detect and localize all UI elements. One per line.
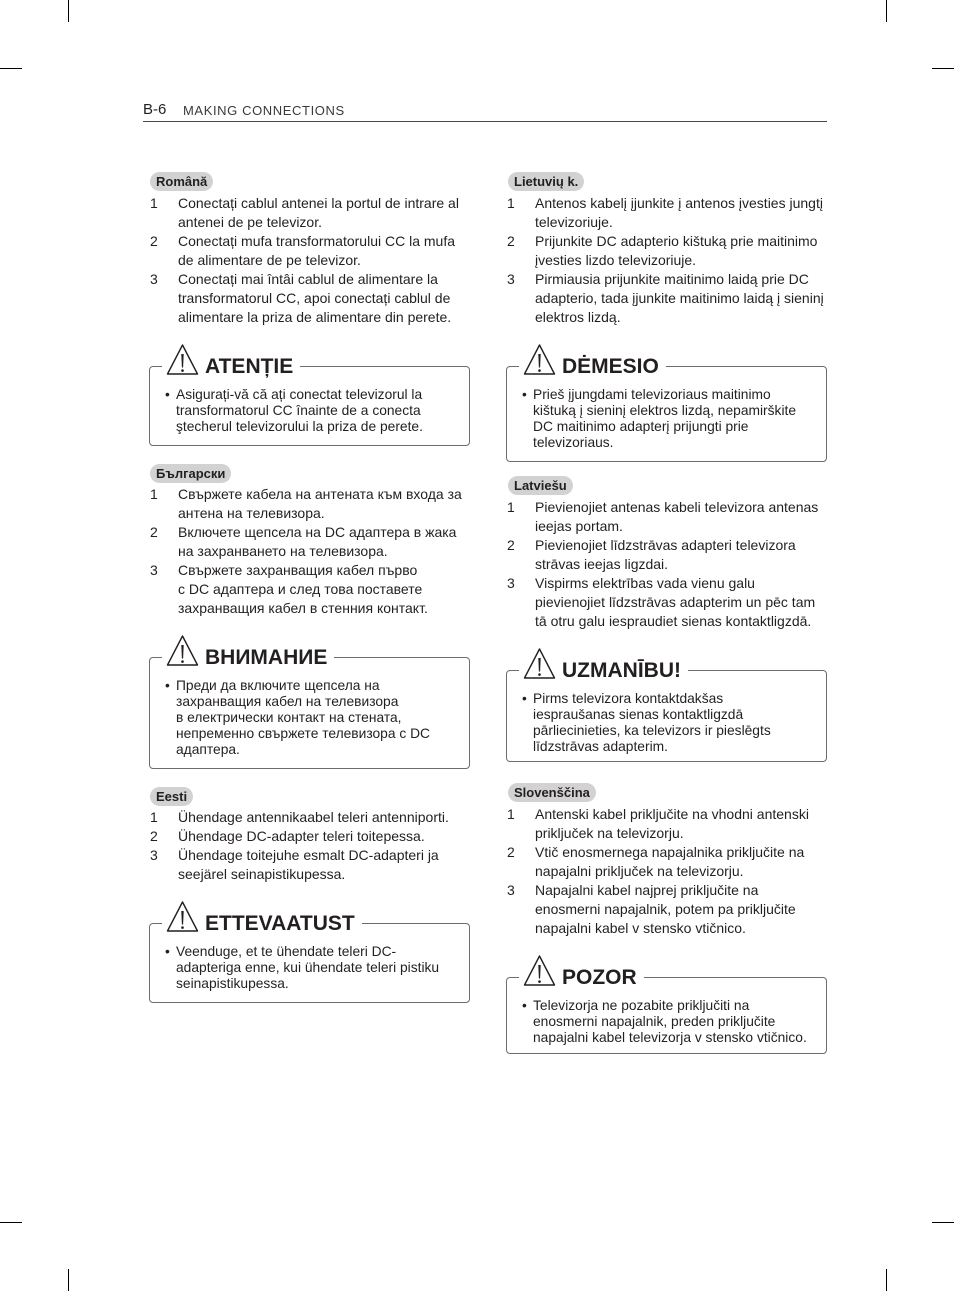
steps-list	[507, 805, 829, 938]
step-number: 3	[507, 574, 515, 591]
chapter-title: MAKING CONNECTIONS	[183, 103, 345, 118]
step-number: 3	[150, 561, 158, 578]
caution-box	[149, 646, 470, 769]
caution-body	[165, 387, 463, 435]
step-item	[507, 574, 829, 631]
caution-title: POZOR	[562, 966, 637, 989]
crop-mark	[0, 1222, 22, 1223]
bullet: •	[522, 691, 527, 706]
crop-mark	[0, 68, 22, 69]
step-text: Antenski kabel priključite na vhodni antenski priključek na televizorju.	[535, 805, 809, 841]
step-item	[150, 485, 472, 523]
caution-box	[506, 355, 827, 462]
step-item	[507, 881, 829, 938]
step-text: Ühendage antennikaabel teleri antenniporti.	[178, 808, 449, 825]
crop-mark	[932, 68, 954, 69]
caution-box	[149, 355, 470, 446]
crop-mark	[886, 1269, 887, 1291]
step-number: 2	[507, 536, 515, 553]
caution-body	[165, 944, 463, 992]
caution-label	[162, 634, 334, 668]
warning-triangle-icon	[166, 900, 199, 933]
step-text: Pirmiausia prijunkite maitinimo laidą prie DC adapterio, tada įjunkite maitinimo laidą į sieninį elektros lizdą.	[535, 270, 824, 325]
crop-mark	[932, 1222, 954, 1223]
caution-label	[519, 343, 666, 377]
step-item	[507, 536, 829, 574]
step-text: Ühendage DC-adapter teleri toitepessa.	[178, 827, 425, 844]
caution-body	[522, 387, 820, 451]
step-text: Conectați cablul antenei la portul de intrare al antenei de pe televizor.	[178, 194, 459, 230]
step-item	[150, 846, 472, 884]
language-badge: Latviešu	[508, 476, 573, 495]
warning-triangle-icon	[523, 343, 556, 376]
bullet: •	[165, 678, 170, 693]
crop-mark	[68, 0, 69, 22]
caution-text: Pirms televizora kontaktdakšas iespraušanas sienas kontaktligzdā pārliecinieties, ka televizors ir pieslēgts līdzstrāvas adapterim.	[533, 691, 771, 754]
steps-list	[507, 498, 829, 631]
caution-label	[162, 343, 300, 377]
step-item	[507, 270, 829, 327]
step-number: 3	[507, 881, 515, 898]
bullet: •	[165, 944, 170, 959]
step-text: Napajalni kabel najprej priključite na enosmerni napajalnik, potem pa priključite napajalni kabel v stensko vtičnico.	[535, 881, 796, 936]
language-badge: Slovenščina	[508, 783, 596, 802]
caution-box	[506, 659, 827, 762]
step-number: 2	[150, 523, 158, 540]
step-item	[150, 827, 472, 846]
step-number: 3	[507, 270, 515, 287]
caution-title: ATENȚIE	[205, 355, 294, 378]
step-number: 1	[507, 805, 515, 822]
caution-text: Prieš įjungdami televizoriaus maitinimo kištuką į sieninį elektros lizdą, nepamirškite DC maitinimo adapterį prijungti prie televizoriaus.	[533, 387, 797, 450]
language-badge: Български	[150, 464, 231, 483]
step-item	[507, 194, 829, 232]
step-item	[150, 232, 472, 270]
crop-mark	[886, 0, 887, 22]
step-text: Pievienojiet līdzstrāvas adapteri televizora strāvas ieejas ligzdai.	[535, 536, 796, 572]
caution-box	[149, 912, 470, 1003]
caution-label	[519, 954, 644, 988]
step-number: 2	[507, 232, 515, 249]
bullet: •	[522, 387, 527, 402]
steps-list	[507, 194, 829, 327]
step-text: Antenos kabelį įjunkite į antenos įvesties jungtį televizoriuje.	[535, 194, 823, 230]
step-item	[507, 843, 829, 881]
step-text: Свържете кабела на антената към входа за антена на телевизора.	[178, 485, 462, 521]
step-number: 2	[150, 232, 158, 249]
step-number: 3	[150, 270, 158, 287]
page-number: B-6	[143, 101, 167, 118]
step-number: 1	[150, 194, 158, 211]
header-divider	[143, 121, 827, 122]
warning-triangle-icon	[166, 634, 199, 667]
step-text: Ühendage toitejuhe esmalt DC-adapteri ja seejärel seinapistikupessa.	[178, 846, 439, 882]
step-text: Свържете захранващия кабел първо с DC адаптера и след това поставете захранващия кабел в стенния контакт.	[178, 561, 428, 616]
step-item	[150, 270, 472, 327]
step-number: 1	[150, 808, 158, 825]
caution-title: ВНИМАНИЕ	[205, 646, 328, 669]
step-text: Vispirms elektrības vada vienu galu pievienojiet līdzstrāvas adapterim un pēc tam tā otru galu iespraudiet sienas kontaktligzdā.	[535, 574, 816, 629]
warning-triangle-icon	[523, 647, 556, 680]
bullet: •	[165, 387, 170, 402]
steps-list	[150, 485, 472, 618]
caution-body	[165, 678, 463, 758]
steps-list	[150, 194, 472, 327]
bullet: •	[522, 998, 527, 1013]
caution-text: Преди да включите щепсела на захранващия кабел на телевизора в електрически контакт на стената, непременно свържете телевизора с DC адаптера.	[176, 678, 431, 757]
caution-text: Asigurați-vă că ați conectat televizorul la transformatorul CC înainte de a conecta ştecherul televizorului la priza de perete.	[176, 387, 423, 434]
caution-text: Veenduge, et te ühendate teleri DC- adapteriga enne, kui ühendate teleri pistiku seinapistikupessa.	[176, 944, 440, 991]
caution-title: UZMANĪBU!	[562, 659, 681, 682]
step-number: 2	[507, 843, 515, 860]
step-item	[150, 523, 472, 561]
step-number: 1	[507, 194, 515, 211]
step-text: Prijunkite DC adapterio kištuką prie maitinimo įvesties lizdo televizoriuje.	[535, 232, 818, 268]
step-item	[150, 194, 472, 232]
steps-list	[150, 808, 472, 884]
step-item	[150, 808, 472, 827]
caution-body	[522, 691, 820, 755]
caution-box	[506, 966, 827, 1054]
warning-triangle-icon	[523, 954, 556, 987]
caution-label	[162, 900, 362, 934]
step-text: Vtič enosmernega napajalnika priključite na napajalni priključek na televizorju.	[535, 843, 805, 879]
step-item	[507, 498, 829, 536]
caution-label	[519, 647, 688, 681]
caution-text: Televizorja ne pozabite priključiti na enosmerni napajalnik, preden priključite napajalni kabel televizorja v stensko vtičnico.	[533, 998, 807, 1045]
caution-title: DĖMESIO	[562, 355, 659, 378]
language-badge: Eesti	[150, 787, 193, 806]
step-text: Включете щепсела на DC адаптера в жака на захранването на телевизора.	[178, 523, 457, 559]
warning-triangle-icon	[166, 343, 199, 376]
caution-title: ETTEVAATUST	[205, 912, 355, 935]
step-number: 3	[150, 846, 158, 863]
step-item	[507, 232, 829, 270]
step-number: 1	[150, 485, 158, 502]
language-badge: Lietuvių k.	[508, 172, 584, 191]
step-text: Pievienojiet antenas kabeli televizora antenas ieejas portam.	[535, 498, 819, 534]
step-item	[507, 805, 829, 843]
crop-mark	[68, 1269, 69, 1291]
step-text: Conectați mufa transformatorului CC la mufa de alimentare de pe televizor.	[178, 232, 455, 268]
language-badge: Română	[150, 172, 213, 191]
step-number: 1	[507, 498, 515, 515]
caution-body	[522, 998, 820, 1046]
step-item	[150, 561, 472, 618]
step-number: 2	[150, 827, 158, 844]
step-text: Conectați mai întâi cablul de alimentare la transformatorul CC, apoi conectați cablul de alimentare la priza de alimentare din perete.	[178, 270, 452, 325]
